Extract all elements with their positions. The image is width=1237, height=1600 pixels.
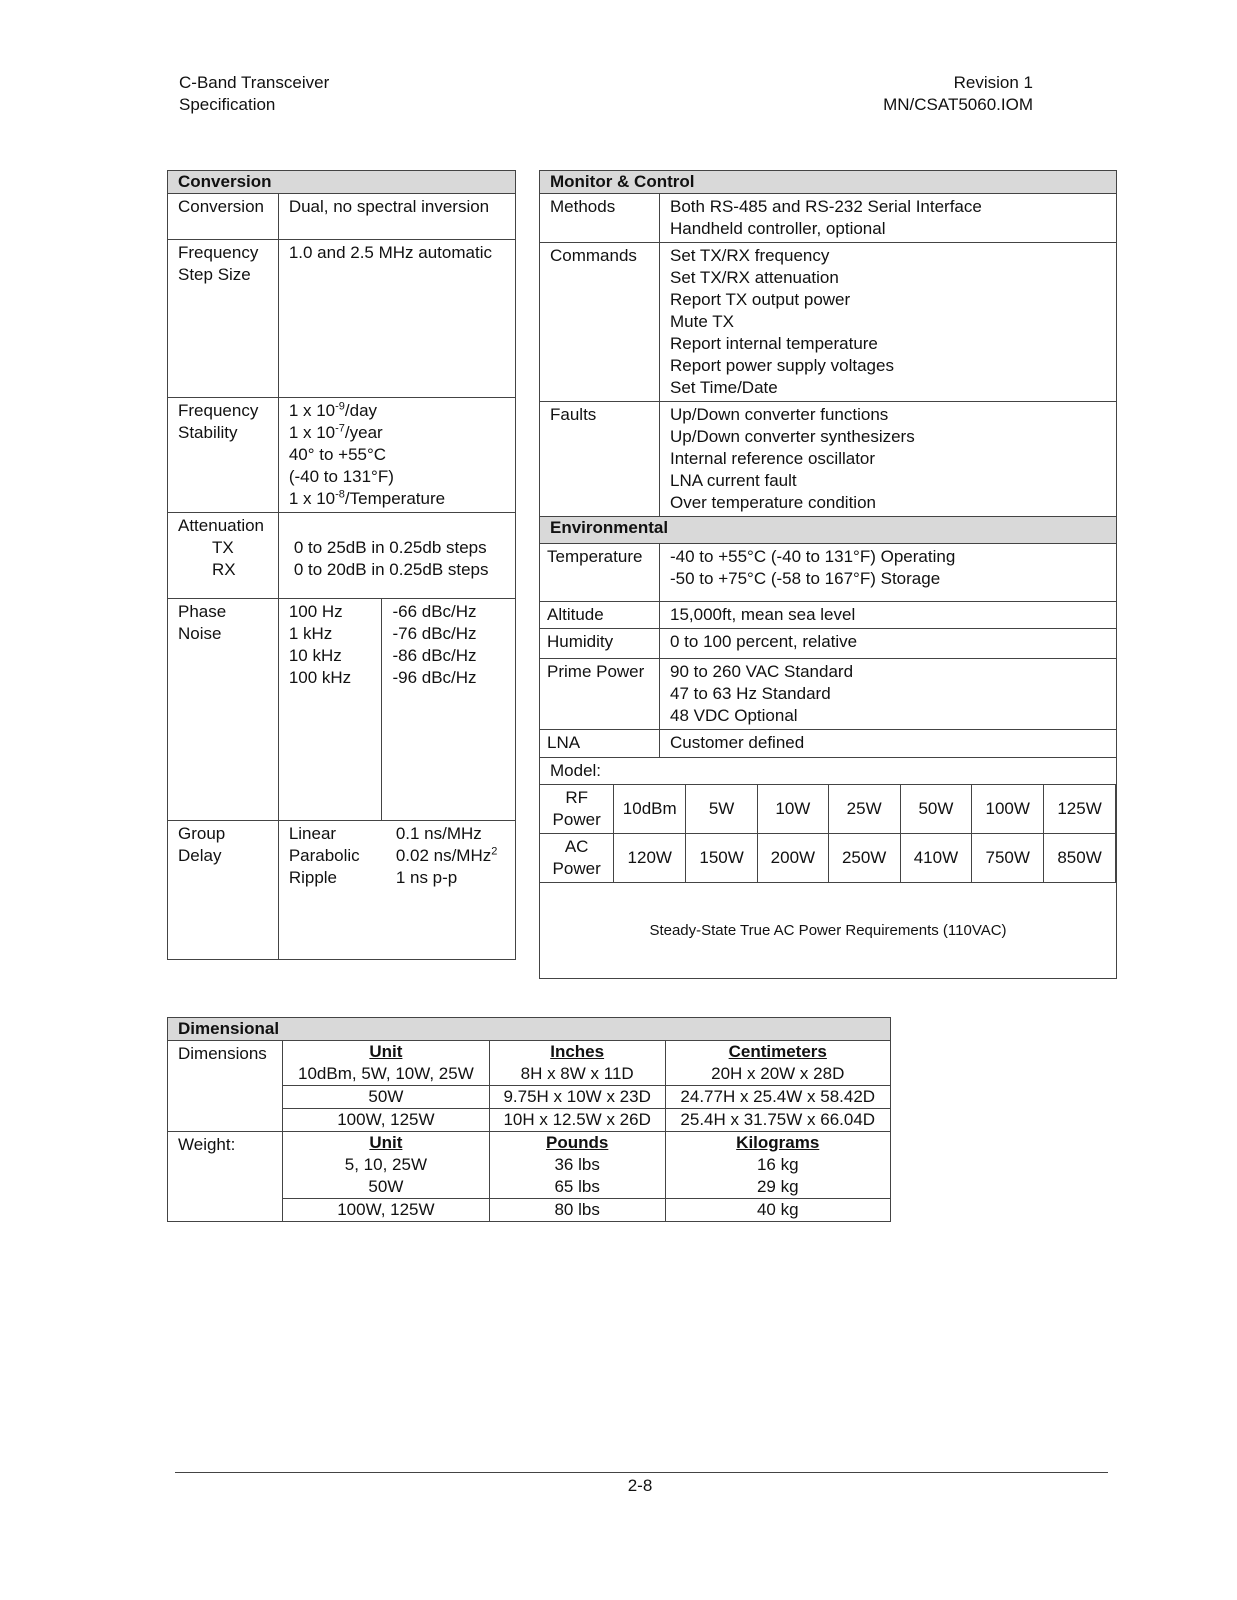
footer-divider: [175, 1472, 1108, 1473]
doc-number: MN/CSAT5060.IOM: [883, 95, 1033, 114]
rf-power-cell: 125W: [1044, 785, 1116, 834]
attenuation-label: Attenuation TX RX: [168, 513, 279, 599]
temperature-value: -40 to +55°C (-40 to 131°F) Operating -50 to +75°C (-58 to 167°F) Storage: [660, 544, 1117, 602]
rf-power-cell: 50W: [900, 785, 972, 834]
weight-header-kg: Kilograms 16 kg 29 kg: [665, 1132, 891, 1199]
rf-power-cell: 10dBm: [614, 785, 686, 834]
group-delay-values: Linear 0.1 ns/MHz Parabolic 0.02 ns/MHz$^2$ Ripple 1 ns p-p: [278, 821, 515, 960]
table-row: 100W, 125W 80 lbs 40 kg: [168, 1199, 891, 1222]
dimensional-table: [167, 1017, 891, 1222]
page-number: 2-8: [627, 1476, 653, 1495]
phase-noise-label: Phase Noise: [168, 599, 279, 821]
model-label: Model:: [550, 761, 602, 780]
rf-power-cell: 5W: [686, 785, 758, 834]
header-left: [179, 72, 329, 116]
altitude-value: 15,000ft, mean sea level: [660, 602, 1117, 629]
weight-header-unit: Unit 5, 10, 25W 50W: [282, 1132, 489, 1199]
rf-power-cell: 25W: [828, 785, 900, 834]
weight-label: Weight:: [168, 1132, 283, 1222]
lna-value: Customer defined: [660, 730, 1117, 758]
ac-power-cell: 120W: [614, 834, 686, 883]
rf-power-cell: 100W: [972, 785, 1044, 834]
ac-power-label: AC Power: [540, 834, 614, 883]
conversion-value: Dual, no spectral inversion: [278, 194, 515, 240]
model-power-grid: [540, 784, 1116, 883]
table-row: 100W, 125W 10H x 12.5W x 26D 25.4H x 31.75W x 66.04D: [168, 1109, 891, 1132]
doc-subtitle: Specification: [179, 95, 276, 114]
step-size-label: Frequency Step Size: [168, 240, 279, 398]
model-block: [540, 758, 1117, 979]
ac-power-cell: 750W: [972, 834, 1044, 883]
dims-header-cm: Centimeters 20H x 20W x 28D: [665, 1041, 891, 1086]
rf-power-label: RF Power: [540, 785, 614, 834]
faults-label: Faults: [540, 402, 660, 517]
ac-power-cell: 150W: [686, 834, 758, 883]
monitor-environmental-table: [539, 170, 1117, 979]
humidity-label: Humidity: [540, 629, 660, 659]
ac-power-cell: 850W: [1044, 834, 1116, 883]
ac-power-cell: 200W: [757, 834, 828, 883]
group-delay-label: Group Delay: [168, 821, 279, 960]
doc-title: C-Band Transceiver: [179, 73, 330, 92]
prime-power-label: Prime Power: [540, 659, 660, 730]
prime-power-value: 90 to 260 VAC Standard 47 to 63 Hz Standard 48 VDC Optional: [660, 659, 1117, 730]
stability-label: Frequency Stability: [168, 398, 279, 513]
methods-value: Both RS-485 and RS-232 Serial Interface Handheld controller, optional: [660, 194, 1117, 243]
stability-value: 1 x $10^{-9}$/day 1 x $10^{-7}$/year 40° to +55°C (-40 to 131°F) 1 x $10^{-8}$/Temperature: [278, 398, 515, 513]
dimensional-section-title: Dimensional: [168, 1018, 891, 1041]
table-row: 50W 9.75H x 10W x 23D 24.77H x 25.4W x 58.42D: [168, 1086, 891, 1109]
revision: Revision 1: [953, 73, 1033, 92]
step-size-value: 1.0 and 2.5 MHz automatic: [278, 240, 515, 398]
commands-value: Set TX/RX frequency Set TX/RX attenuation Report TX output power Mute TX Report internal temperature Report power supply voltages Set Time/Date: [660, 243, 1117, 402]
dims-header-inches: Inches 8H x 8W x 11D: [489, 1041, 665, 1086]
dimensions-label: Dimensions: [168, 1041, 283, 1132]
conversion-section-title: Conversion: [168, 171, 516, 194]
ac-power-cell: 410W: [900, 834, 972, 883]
conversion-label: Conversion: [168, 194, 279, 240]
environmental-section-title: Environmental: [540, 517, 1117, 544]
phase-noise-freqs: 100 Hz 1 kHz 10 kHz 100 kHz: [278, 599, 382, 821]
dims-header-unit: Unit 10dBm, 5W, 10W, 25W: [282, 1041, 489, 1086]
weight-header-pounds: Pounds 36 lbs 65 lbs: [489, 1132, 665, 1199]
header-right: [883, 72, 1033, 116]
commands-label: Commands: [540, 243, 660, 402]
attenuation-value: 0 to 25dB in 0.25db steps 0 to 20dB in 0.25dB steps: [278, 513, 515, 599]
rf-power-cell: 10W: [757, 785, 828, 834]
ac-power-note: Steady-State True AC Power Requirements (110VAC): [649, 921, 1007, 939]
ac-power-cell: 250W: [828, 834, 900, 883]
faults-value: Up/Down converter functions Up/Down converter synthesizers Internal reference oscillator LNA current fault Over temperature condition: [660, 402, 1117, 517]
humidity-value: 0 to 100 percent, relative: [660, 629, 1117, 659]
temperature-label: Temperature: [540, 544, 660, 602]
lna-label: LNA: [540, 730, 660, 758]
conversion-table: [167, 170, 516, 960]
phase-noise-values: -66 dBc/Hz -76 dBc/Hz -86 dBc/Hz -96 dBc/Hz: [382, 599, 516, 821]
altitude-label: Altitude: [540, 602, 660, 629]
methods-label: Methods: [540, 194, 660, 243]
monitor-section-title: Monitor & Control: [540, 171, 1117, 194]
